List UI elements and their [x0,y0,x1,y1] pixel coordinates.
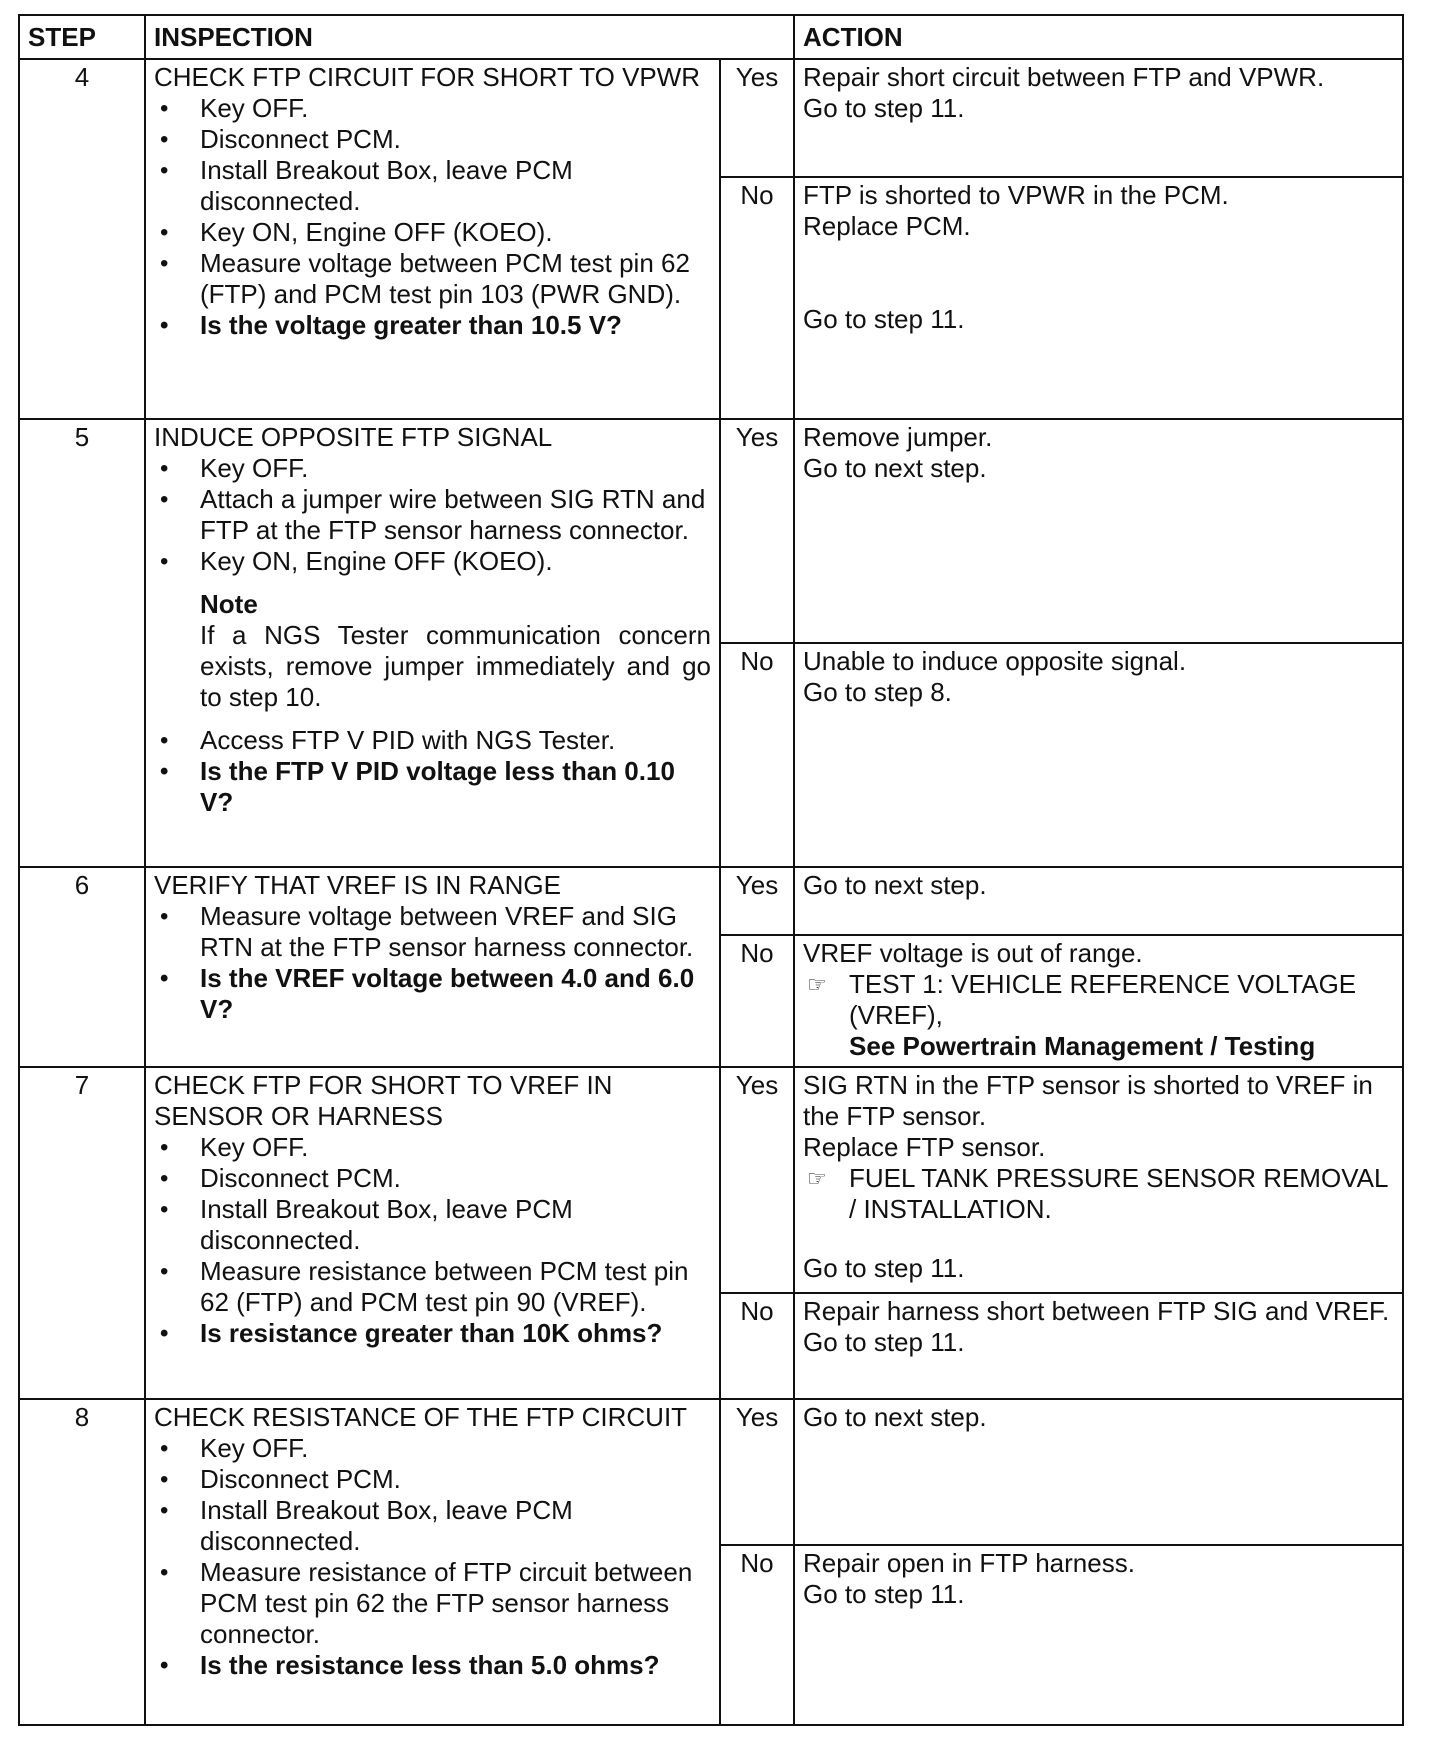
inspection-bullets [154,1132,711,1349]
header-step: STEP [19,15,145,59]
header-row [19,15,1403,59]
yes-label: Yes [720,1399,794,1545]
inspection-bullets [154,1433,711,1681]
bullet-item: • Key OFF. [200,453,711,484]
action-line: Go to next step. [803,1402,987,1432]
step-6-yes-row [19,867,1403,935]
inspection-title: CHECK RESISTANCE OF THE FTP CIRCUIT [154,1402,688,1432]
inspection-question: • Is resistance greater than 10K ohms? [200,1318,711,1349]
step-number: 7 [19,1067,145,1399]
inspection-cell [145,59,720,419]
yes-action [794,1067,1403,1293]
bullet-item: • Attach a jumper wire between SIG RTN and FTP at the FTP sensor harness connector. [200,484,711,546]
step-number: 8 [19,1399,145,1725]
action-line: Go to next step. [803,453,987,483]
yes-action [794,419,1403,643]
action-line: FTP is shorted to VPWR in the PCM. [803,180,1229,210]
bullet-item: • Install Breakout Box, leave PCM disconnected. [200,1495,711,1557]
action-line: Replace FTP sensor. [803,1132,1046,1162]
bullet-item: • Disconnect PCM. [200,1464,711,1495]
bullet-item: • Key OFF. [200,1433,711,1464]
inspection-question: • Is the VREF voltage between 4.0 and 6.0 V? [200,963,711,1025]
action-line: Go to step 11. [803,1579,965,1609]
no-action [794,177,1403,419]
inspection-title: VERIFY THAT VREF IS IN RANGE [154,870,561,900]
bullet-item: • Install Breakout Box, leave PCM disconnected. [200,155,711,217]
inspection-title: CHECK FTP FOR SHORT TO VREF IN SENSOR OR HARNESS [154,1070,613,1131]
action-line: Go to step 11. [803,93,965,123]
inspection-cell [145,1067,720,1399]
bullet-item: • Access FTP V PID with NGS Tester. [200,725,711,756]
bullet-item: • Measure voltage between VREF and SIG RTN at the FTP sensor harness connector. [200,901,711,963]
no-action [794,1293,1403,1399]
bullet-item: • Install Breakout Box, leave PCM disconnected. [200,1194,711,1256]
diagnostic-table-sheet [18,14,1402,1734]
inspection-question: • Is the FTP V PID voltage less than 0.10 V? [200,756,711,818]
action-line: Go to step 11. [803,1327,965,1357]
no-label: No [720,643,794,867]
bullet-item: • Measure voltage between PCM test pin 62 (FTP) and PCM test pin 103 (PWR GND). [200,248,711,310]
action-line: Replace PCM. [803,211,971,241]
no-label: No [720,1293,794,1399]
reference-bold-text: See Powertrain Management / Testing [849,1031,1316,1061]
action-line: Unable to induce opposite signal. [803,646,1187,676]
inspection-bullets [154,453,711,577]
yes-label: Yes [720,867,794,935]
note-text: If a NGS Tester communication concern exists, remove jumper immediately and go to step 10. [200,620,711,712]
note-block [200,589,711,713]
no-label: No [720,177,794,419]
step-5-yes-row [19,419,1403,643]
inspection-question: • Is the resistance less than 5.0 ohms? [200,1650,711,1681]
pointing-hand-icon: ☞ [807,972,827,997]
yes-action [794,867,1403,935]
no-action [794,935,1403,1067]
step-7-yes-row [19,1067,1403,1293]
step-8-yes-row [19,1399,1403,1545]
yes-label: Yes [720,59,794,177]
note-heading: Note [200,589,258,619]
step-4-yes-row [19,59,1403,177]
action-line: Repair short circuit between FTP and VPWR. [803,62,1325,92]
inspection-cell [145,1399,720,1725]
action-line: Go to next step. [803,870,987,900]
bullet-item: • Key OFF. [200,93,711,124]
inspection-bullets [154,901,711,1025]
step-number: 4 [19,59,145,419]
reference-link[interactable] [803,969,1394,1031]
yes-label: Yes [720,419,794,643]
reference-link[interactable] [803,1163,1394,1225]
no-label: No [720,1545,794,1725]
inspection-title: INDUCE OPPOSITE FTP SIGNAL [154,422,553,452]
action-line: Remove jumper. [803,422,993,452]
yes-action [794,59,1403,177]
step-number: 5 [19,419,145,867]
no-action [794,643,1403,867]
no-label: No [720,935,794,1067]
action-line: VREF voltage is out of range. [803,938,1143,968]
bullet-item: • Disconnect PCM. [200,1163,711,1194]
inspection-bullets [154,93,711,341]
action-line: Repair harness short between FTP SIG and VREF. [803,1296,1390,1326]
inspection-cell [145,867,720,1067]
bullet-item: • Key ON, Engine OFF (KOEO). [200,546,711,577]
no-action [794,1545,1403,1725]
pointing-hand-icon: ☞ [807,1166,827,1191]
action-line: Repair open in FTP harness. [803,1548,1135,1578]
action-line: Go to step 11. [803,1253,965,1283]
action-line: SIG RTN in the FTP sensor is shorted to VREF in the FTP sensor. [803,1070,1373,1131]
bullet-item: • Key OFF. [200,1132,711,1163]
bullet-item: • Key ON, Engine OFF (KOEO). [200,217,711,248]
bullet-item: • Measure resistance of FTP circuit between PCM test pin 62 the FTP sensor harness connector. [200,1557,711,1650]
reference-text: FUEL TANK PRESSURE SENSOR REMOVAL / INSTALLATION. [849,1163,1388,1224]
inspection-cell [145,419,720,867]
yes-label: Yes [720,1067,794,1293]
action-line: Go to step 11. [803,304,965,334]
action-line: Go to step 8. [803,677,952,707]
inspection-title: CHECK FTP CIRCUIT FOR SHORT TO VPWR [154,62,701,92]
diagnostic-table [18,14,1404,1726]
inspection-question: • Is the voltage greater than 10.5 V? [200,310,711,341]
header-action: ACTION [794,15,1403,59]
reference-text: TEST 1: VEHICLE REFERENCE VOLTAGE (VREF), [849,969,1357,1030]
header-inspection: INSPECTION [145,15,794,59]
step-number: 6 [19,867,145,1067]
bullet-item: • Measure resistance between PCM test pin 62 (FTP) and PCM test pin 90 (VREF). [200,1256,711,1318]
bullet-item: • Disconnect PCM. [200,124,711,155]
yes-action [794,1399,1403,1545]
inspection-bullets [154,725,711,818]
